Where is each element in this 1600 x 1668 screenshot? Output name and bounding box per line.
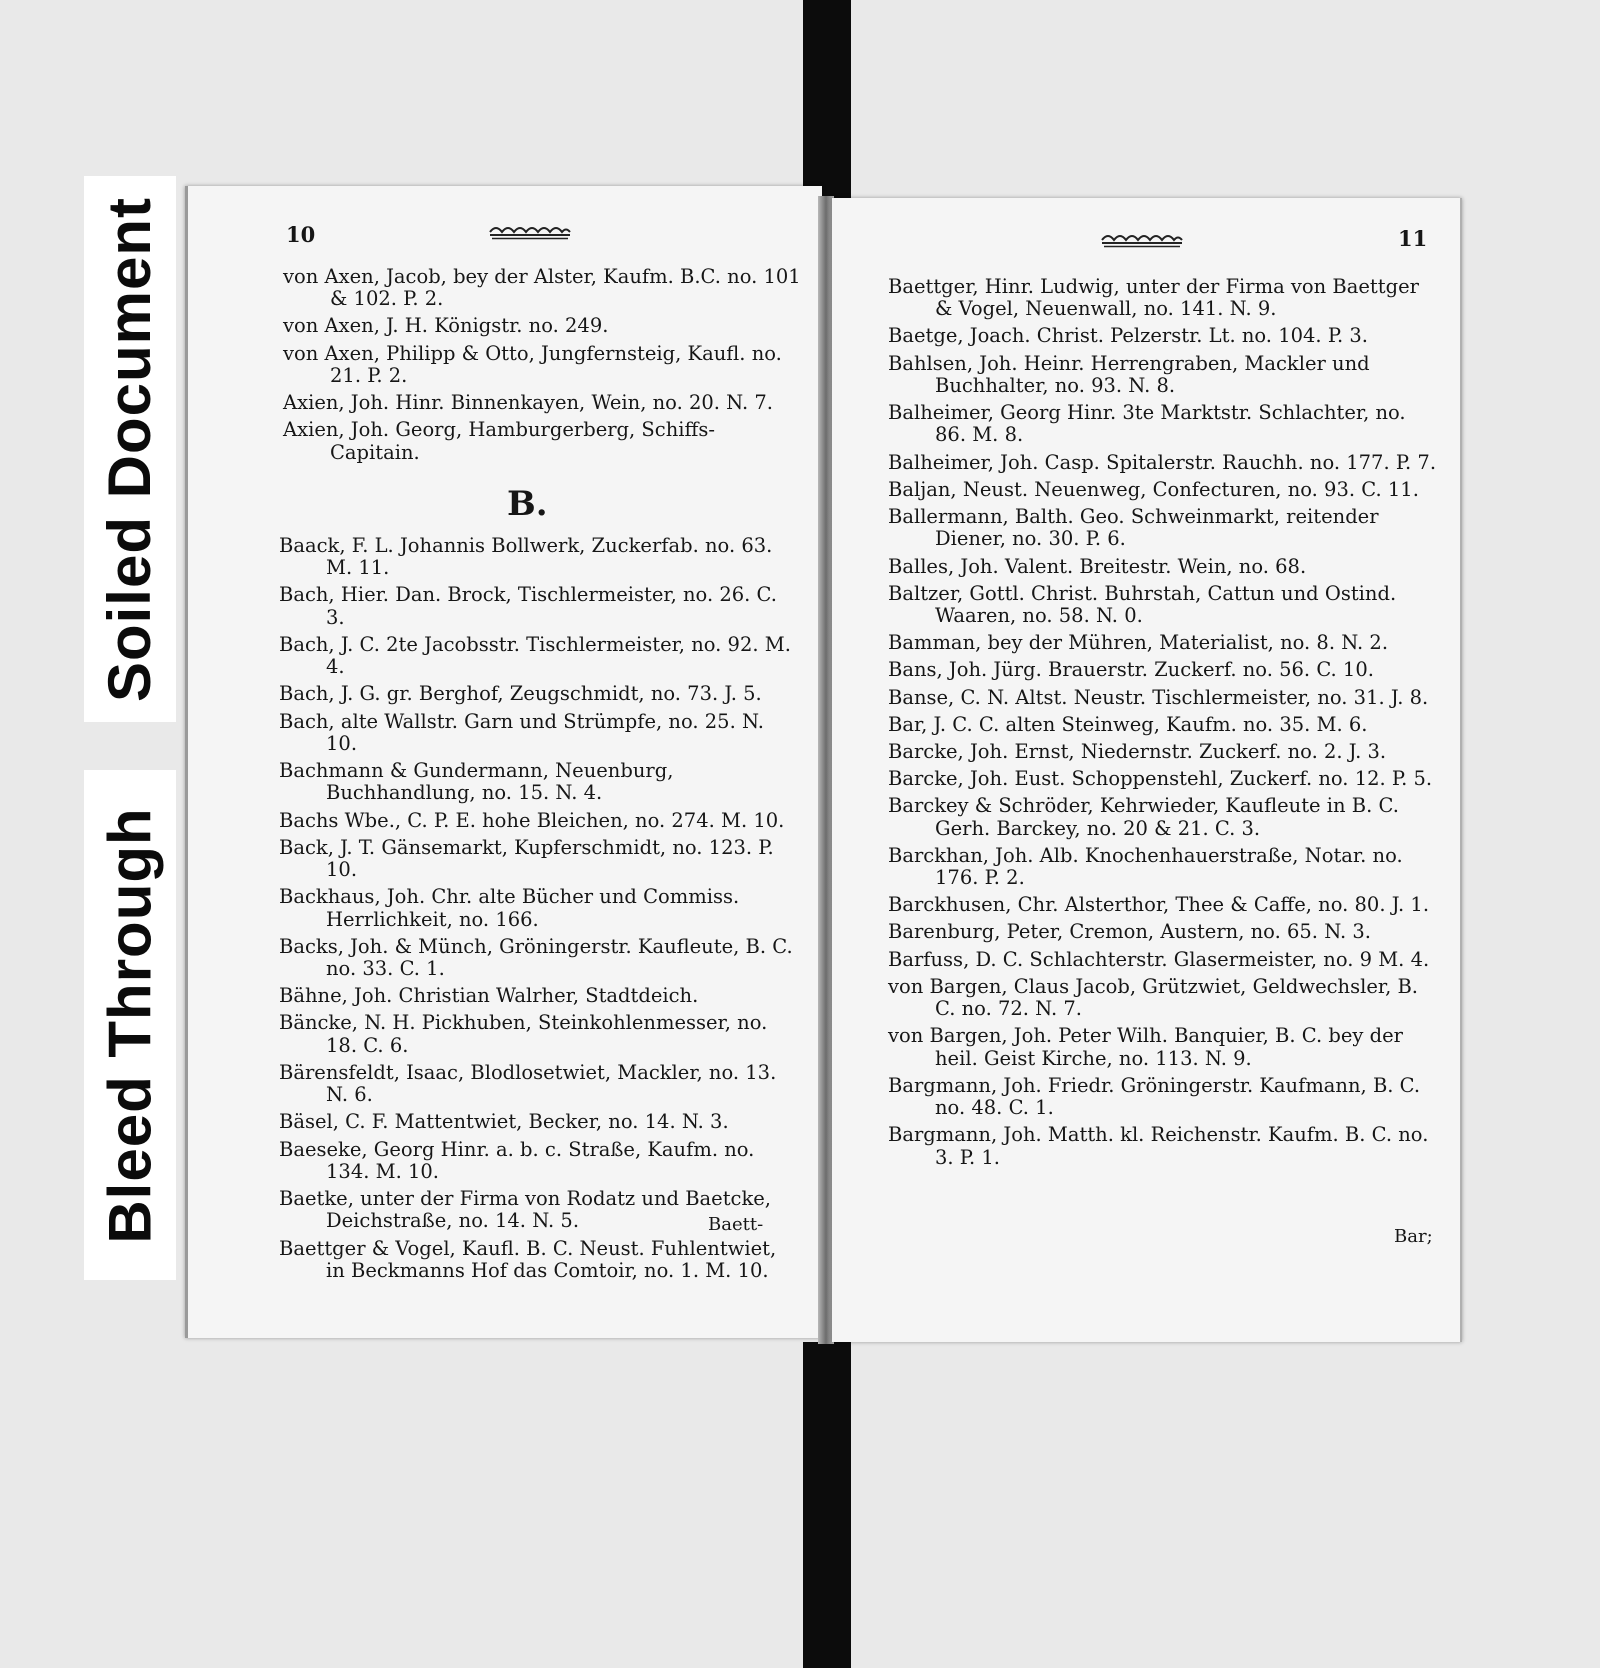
page-number: 10	[286, 222, 316, 247]
directory-entry: Bachmann & Gundermann, Neuenburg, Buchhandlung, no. 15. N. 4.	[279, 759, 674, 805]
directory-entry: Back, J. T. Gänsemarkt, Kupferschmidt, no. 123. P. 10.	[279, 835, 774, 882]
directory-entry: Barckhan, Joh. Alb. Knochenhauerstraße, Notar. no. 176. P. 2.	[888, 843, 1403, 890]
directory-entry: von Axen, J. H. Königstr. no. 249.	[283, 314, 609, 338]
directory-entry: Baetke, unter der Firma von Rodatz und Baetcke, Deichstraße, no. 14. N. 5.	[279, 1187, 772, 1233]
directory-entry: Barcke, Joh. Eust. Schoppenstehl, Zuckerf. no. 12. P. 5.	[888, 767, 1433, 791]
directory-entry: Bach, J. C. 2te Jacobsstr. Tischlermeister, no. 92. M. 4.	[279, 632, 791, 679]
soiled-document-text: Soiled Document	[96, 196, 164, 702]
catchword: Bar;	[1394, 1226, 1433, 1247]
ornament-icon	[488, 218, 572, 240]
binding-strip-top	[803, 0, 851, 202]
directory-entry: Ballermann, Balth. Geo. Schweinmarkt, reitender Diener, no. 30. P. 6.	[888, 505, 1379, 551]
directory-entry: Barfuss, D. C. Schlachterstr. Glasermeister, no. 9 M. 4.	[888, 947, 1430, 971]
directory-entry: Baltzer, Gottl. Christ. Buhrstah, Cattun und Ostind. Waaren, no. 58. N. 0.	[888, 581, 1397, 627]
directory-entry: Bahlsen, Joh. Heinr. Herrengraben, Mackler und Buchhalter, no. 93. N. 8.	[888, 351, 1370, 397]
catchword: Baett-	[708, 1214, 764, 1235]
directory-entry: Bach, alte Wallstr. Garn und Strümpfe, no. 25. N. 10.	[279, 709, 764, 755]
directory-entry: Balheimer, Georg Hinr. 3te Marktstr. Schlachter, no. 86. M. 8.	[888, 401, 1406, 447]
directory-entry: Bachs Wbe., C. P. E. hohe Bleichen, no. 274. M. 10.	[279, 808, 785, 832]
directory-entry: Balles, Joh. Valent. Breitestr. Wein, no. 68.	[888, 554, 1307, 578]
directory-entry: Backs, Joh. & Münch, Gröningerstr. Kaufleute, B. C. no. 33. C. 1.	[279, 934, 793, 981]
directory-entry: Barenburg, Peter, Cremon, Austern, no. 65. N. 3.	[888, 920, 1372, 944]
directory-entry: Bäsel, C. F. Mattentwiet, Becker, no. 14. N. 3.	[279, 1110, 729, 1134]
directory-entry: von Axen, Jacob, bey der Alster, Kaufm. B.C. no. 101 & 102. P. 2.	[283, 265, 801, 311]
directory-entry: Backhaus, Joh. Chr. alte Bücher und Commiss. Herrlichkeit, no. 166.	[279, 885, 740, 931]
directory-entry: Bärensfeldt, Isaac, Blodlosetwiet, Mackler, no. 13. N. 6.	[279, 1060, 777, 1107]
ornament-icon	[1100, 226, 1184, 248]
directory-entry: Baettger, Hinr. Ludwig, unter der Firma von Baettger & Vogel, Neuenwall, no. 141. N. 9.	[888, 275, 1419, 321]
entry-list	[283, 266, 803, 469]
entry-list	[888, 276, 1438, 1174]
left-page	[185, 186, 822, 1338]
directory-entry: Bach, Hier. Dan. Brock, Tischlermeister, no. 26. C. 3.	[279, 583, 777, 629]
directory-entry: Baeseke, Georg Hinr. a. b. c. Straße, Kaufm. no. 134. M. 10.	[279, 1137, 755, 1183]
directory-entry: Bamman, bey der Mühren, Materialist, no. 8. N. 2.	[888, 631, 1389, 655]
directory-entry: Baack, F. L. Johannis Bollwerk, Zuckerfab. no. 63. M. 11.	[279, 534, 773, 580]
directory-entry: von Bargen, Joh. Peter Wilh. Banquier, B. C. bey der heil. Geist Kirche, no. 113. N. 9.	[888, 1024, 1403, 1070]
right-page	[832, 198, 1462, 1342]
directory-entry: Axien, Joh. Hinr. Binnenkayen, Wein, no. 20. N. 7.	[283, 391, 774, 415]
directory-entry: Banse, C. N. Altst. Neustr. Tischlermeister, no. 31. J. 8.	[888, 685, 1429, 709]
directory-entry: Bargmann, Joh. Friedr. Gröningerstr. Kaufmann, B. C. no. 48. C. 1.	[888, 1073, 1421, 1120]
directory-entry: Balheimer, Joh. Casp. Spitalerstr. Rauchh. no. 177. P. 7.	[888, 450, 1437, 474]
page-number: 11	[1398, 226, 1428, 251]
directory-entry: Bäncke, N. H. Pickhuben, Steinkohlenmesser, no. 18. C. 6.	[279, 1011, 768, 1057]
entry-list	[279, 535, 799, 1287]
directory-entry: von Axen, Philipp & Otto, Jungfernsteig, Kaufl. no. 21. P. 2.	[283, 341, 782, 387]
directory-entry: Baettger & Vogel, Kaufl. B. C. Neust. Fuhlentwiet, in Beckmanns Hof das Comtoir, no. 1. M. 10.	[279, 1236, 777, 1282]
directory-entry: Bargmann, Joh. Matth. kl. Reichenstr. Kaufm. B. C. no. 3. P. 1.	[888, 1123, 1429, 1169]
directory-entry: Bans, Joh. Jürg. Brauerstr. Zuckerf. no. 56. C. 10.	[888, 658, 1374, 682]
directory-entry: Bar, J. C. C. alten Steinweg, Kaufm. no. 35. M. 6.	[888, 712, 1368, 736]
soiled-document-label	[84, 176, 176, 722]
bleed-through-text: Bleed Through	[96, 806, 164, 1244]
directory-entry: Baetge, Joach. Christ. Pelzerstr. Lt. no. 104. P. 3.	[888, 324, 1368, 348]
directory-entry: Barckey & Schröder, Kehrwieder, Kaufleute in B. C. Gerh. Barckey, no. 20 & 21. C. 3.	[888, 794, 1399, 840]
directory-entry: von Bargen, Claus Jacob, Grützwiet, Geldwechsler, B. C. no. 72. N. 7.	[888, 974, 1419, 1021]
binding-strip-bottom	[803, 1342, 851, 1668]
directory-entry: Barcke, Joh. Ernst, Niedernstr. Zuckerf. no. 2. J. 3.	[888, 739, 1387, 763]
directory-entry: Axien, Joh. Georg, Hamburgerberg, Schiffs-Capitain.	[283, 418, 715, 464]
directory-entry: Baljan, Neust. Neuenweg, Confecturen, no. 93. C. 11.	[888, 477, 1419, 501]
directory-entry: Barckhusen, Chr. Alsterthor, Thee & Caffe, no. 80. J. 1.	[888, 893, 1430, 917]
directory-entry: Bähne, Joh. Christian Walrher, Stadtdeich.	[279, 984, 699, 1008]
section-letter: B.	[507, 484, 548, 524]
directory-entry: Bach, J. G. gr. Berghof, Zeugschmidt, no. 73. J. 5.	[279, 682, 762, 706]
bleed-through-label	[84, 770, 176, 1280]
